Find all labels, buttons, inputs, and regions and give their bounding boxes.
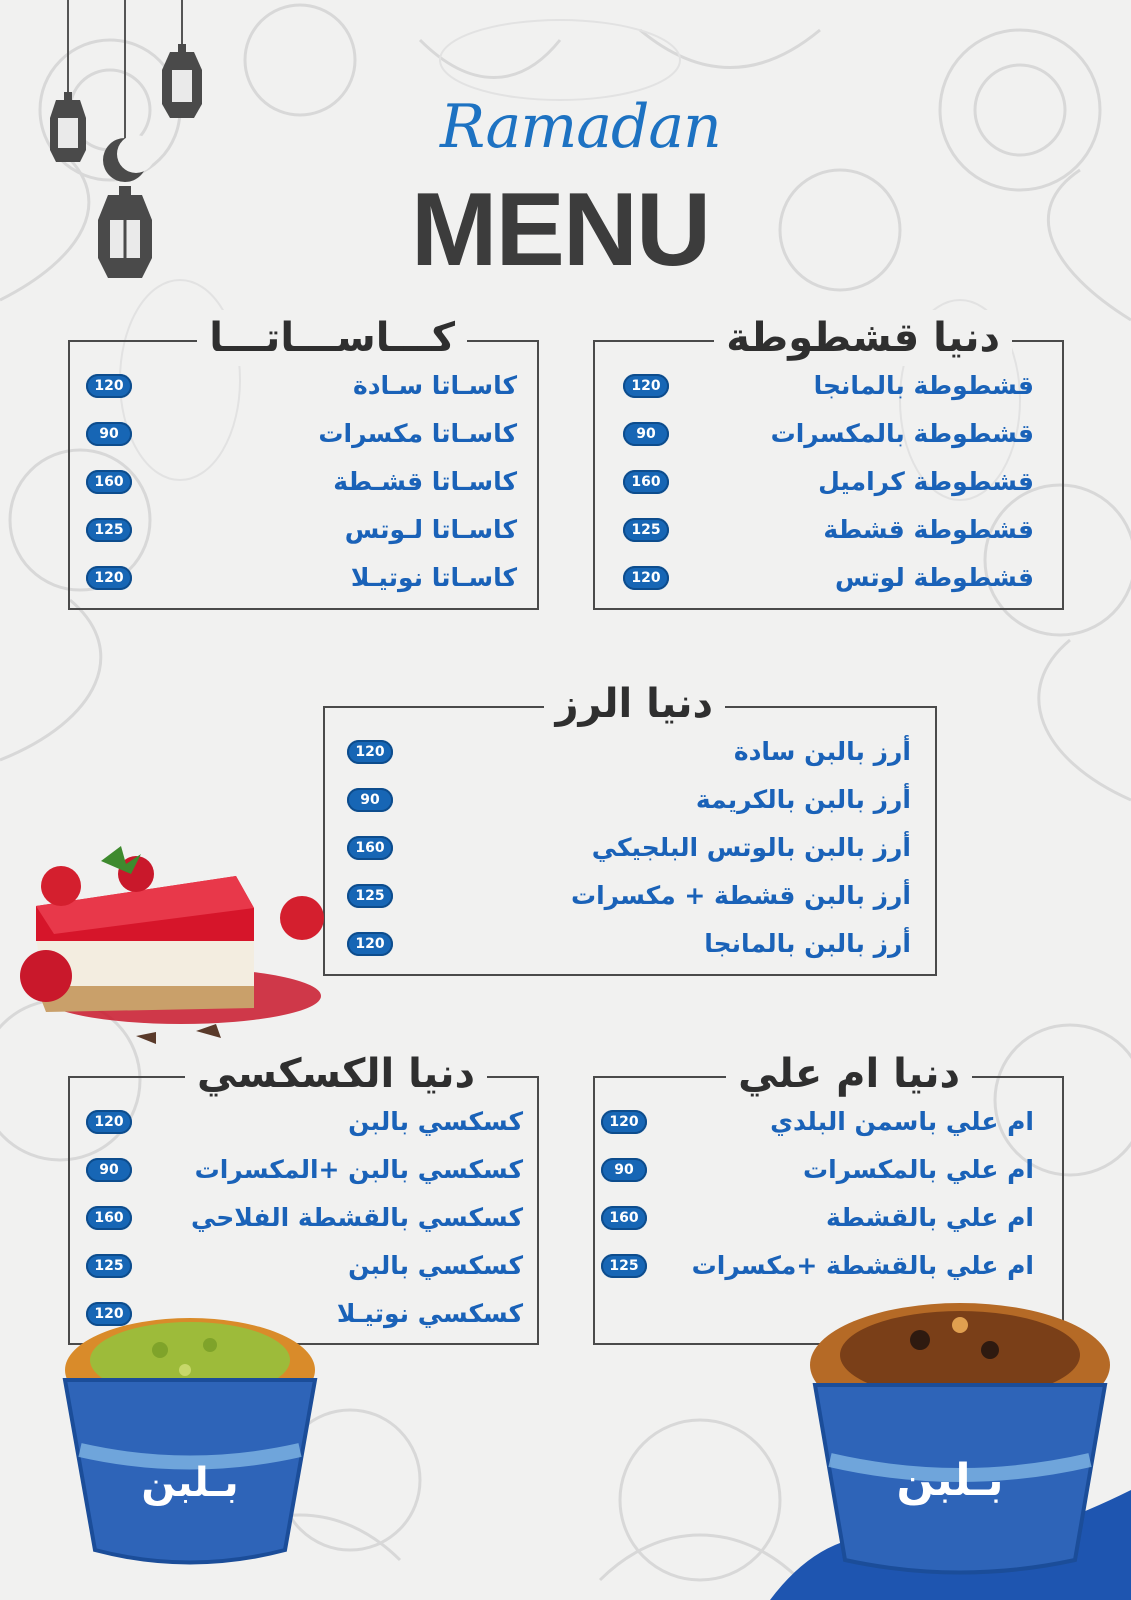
item-name: قشطوطة بالمكسرات [770, 419, 1034, 448]
section-title: دنيا الرز [544, 676, 725, 732]
price-badge: 120 [623, 374, 669, 398]
menu-item [595, 462, 1062, 510]
menu-item [325, 732, 935, 780]
price-badge: 160 [623, 470, 669, 494]
section-kasata [68, 315, 539, 610]
price-badge: 125 [347, 884, 393, 908]
price-badge: 120 [86, 374, 132, 398]
menu-item [70, 1102, 537, 1150]
menu-item [70, 366, 537, 414]
cheesecake-image [6, 846, 356, 1056]
couscous-cup-image [40, 1300, 340, 1580]
menu-item [595, 414, 1062, 462]
price-badge: 125 [601, 1254, 647, 1278]
item-name: قشطوطة لوتس [834, 563, 1034, 592]
section-title: كـــاســـاتـــا [197, 310, 467, 366]
menu-item [325, 876, 935, 924]
price-badge: 160 [86, 470, 132, 494]
section-title: دنيا الكسكسي [185, 1046, 487, 1102]
item-name: كسكسي بالبن +المكسرات [194, 1155, 523, 1184]
price-badge: 120 [347, 932, 393, 956]
crescent-moon-icon [103, 135, 155, 182]
ramadan-lanterns [40, 0, 220, 290]
ramadan-lantern-icon [162, 44, 202, 118]
section-title: دنيا ام علي [726, 1046, 972, 1102]
price-badge: 120 [623, 566, 669, 590]
item-name: قشطوطة كراميل [818, 467, 1034, 496]
menu-item [595, 1150, 1062, 1198]
menu-item [70, 1150, 537, 1198]
menu-item [70, 510, 537, 558]
menu-item [595, 366, 1062, 414]
ramadan-lantern-icon [98, 186, 152, 278]
item-name: كاسـاتا سـادة [352, 371, 517, 400]
menu-item [70, 1198, 537, 1246]
item-name: قشطوطة قشطة [823, 515, 1034, 544]
price-badge: 125 [86, 518, 132, 542]
item-name: كسكسي بالبن [348, 1107, 523, 1136]
item-name: أرز بالبن سادة [733, 737, 911, 766]
item-name: ام علي بالقشطة +مكسرات [691, 1251, 1034, 1280]
price-badge: 90 [86, 422, 132, 446]
item-name: ام علي باسمن البلدي [770, 1107, 1034, 1136]
item-name: ام علي بالمكسرات [802, 1155, 1034, 1184]
ramadan-lantern-icon [50, 92, 86, 162]
item-name: كاسـاتا قشـطة [333, 467, 517, 496]
menu-item [595, 558, 1062, 606]
item-name: كاسـاتا لـوتس [344, 515, 517, 544]
item-name: كسكسي نوتيـلا [336, 1299, 523, 1328]
item-name: أرز بالبن بالوتس البلجيكي [591, 833, 911, 862]
menu-item [70, 462, 537, 510]
price-badge: 120 [86, 1110, 132, 1134]
menu-item [70, 558, 537, 606]
price-badge: 90 [347, 788, 393, 812]
price-badge: 90 [601, 1158, 647, 1182]
price-badge: 90 [86, 1158, 132, 1182]
menu-item [595, 1246, 1062, 1294]
price-badge: 120 [347, 740, 393, 764]
menu-item [70, 1246, 537, 1294]
section-rice [323, 681, 937, 976]
item-name: ام علي بالقشطة [826, 1203, 1034, 1232]
item-name: كسكسي بالقشطة الفلاحي [190, 1203, 523, 1232]
menu-item [595, 1198, 1062, 1246]
menu-item [70, 414, 537, 462]
menu-item [325, 780, 935, 828]
section-title: دنيا قشطوطة [714, 310, 1012, 366]
item-name: أرز بالبن بالكريمة [695, 785, 911, 814]
item-name: كاسـاتا مكسرات [318, 419, 517, 448]
item-name: كاسـاتا نوتيـلا [350, 563, 517, 592]
item-name: أرز بالبن قشطة + مكسرات [570, 881, 911, 910]
menu-item [325, 924, 935, 972]
om-ali-cup-image [770, 1290, 1131, 1600]
price-badge: 125 [623, 518, 669, 542]
cup-logo: بـلبن [896, 1455, 1004, 1506]
price-badge: 120 [86, 1302, 132, 1326]
item-name: كسكسي بالبن [348, 1251, 523, 1280]
item-name: أرز بالبن بالمانجا [704, 929, 911, 958]
price-badge: 160 [347, 836, 393, 860]
price-badge: 160 [86, 1206, 132, 1230]
cup-logo: بـلبن [141, 1460, 239, 1506]
price-badge: 125 [86, 1254, 132, 1278]
price-badge: 90 [623, 422, 669, 446]
price-badge: 120 [601, 1110, 647, 1134]
title-main: MENU [410, 172, 710, 288]
section-qashtota [593, 315, 1064, 610]
price-badge: 160 [601, 1206, 647, 1230]
menu-item [325, 828, 935, 876]
menu-item [595, 510, 1062, 558]
menu-item [595, 1102, 1062, 1150]
title-script: Ramadan [440, 92, 721, 162]
item-name: قشطوطة بالمانجا [813, 371, 1034, 400]
price-badge: 120 [86, 566, 132, 590]
